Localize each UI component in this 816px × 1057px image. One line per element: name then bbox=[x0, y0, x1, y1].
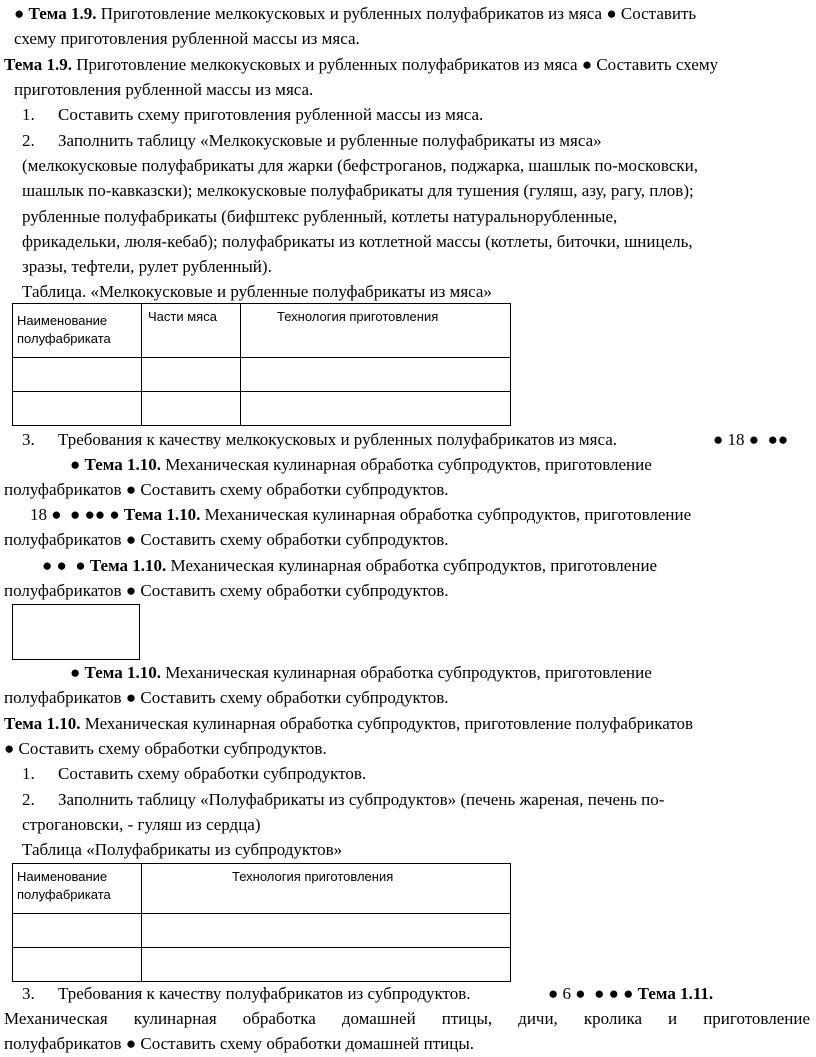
offal-semi-products-table bbox=[12, 863, 511, 982]
page-number: 18 bbox=[30, 505, 47, 524]
list-desc-line: шашлык по-кавказски); мелкокусковые полуфабрикаты для тушения (гуляш, азу, рагу, плов); bbox=[22, 181, 694, 200]
bullet: ● bbox=[84, 505, 95, 524]
topic-1-9-heading-line bbox=[14, 3, 696, 24]
topic-title: Механическая кулинарная обработка субпродуктов, приготовление bbox=[166, 556, 658, 575]
topic-title: Механическая кулинарная обработка субпродуктов, приготовление bbox=[160, 455, 652, 474]
bullet: ● bbox=[713, 430, 724, 449]
topic-1-10-cont bbox=[4, 580, 449, 601]
page-marker bbox=[548, 983, 713, 1004]
list-desc-line: фрикадельки, люля-кебаб); полуфабрикаты из котлетной массы (котлеты, биточки, шницель, bbox=[22, 232, 693, 251]
bullet: ● bbox=[94, 505, 106, 524]
bullet: ● bbox=[109, 505, 120, 524]
topic-task-continuation: приготовления рубленной массы из мяса. bbox=[14, 80, 314, 99]
topic-title: Механическая кулинарная обработка субпродуктов, приготовление полуфабрикатов bbox=[80, 714, 694, 733]
bullet: ● bbox=[125, 480, 137, 499]
table-cell bbox=[142, 914, 511, 948]
bullet: ● bbox=[125, 688, 137, 707]
table-header-cell bbox=[13, 864, 142, 914]
topic-1-10-line bbox=[42, 555, 657, 576]
topic-title: Приготовление мелкокусковых и рубленных полуфабрикатов из мяса bbox=[71, 55, 582, 74]
topic-task: Составить схему обработки субпродуктов. bbox=[14, 739, 327, 758]
header-text: Наименование bbox=[17, 313, 108, 328]
list-desc-line: (мелкокусковые полуфабрикаты для жарки (бефстроганов, поджарка, шашлык по-московски, bbox=[22, 156, 698, 175]
topic-label: Тема 1.9. bbox=[28, 4, 97, 23]
topic-task: Составить схему обработки домашней птицы. bbox=[136, 1034, 475, 1053]
table-header-cell bbox=[13, 304, 142, 358]
topic-task: Составить схему обработки субпродуктов. bbox=[136, 581, 449, 600]
empty-box bbox=[12, 604, 140, 660]
bullet: ● bbox=[4, 739, 15, 758]
topic-1-10-cont bbox=[4, 687, 449, 708]
topic-1-9-full-line bbox=[4, 54, 718, 75]
list-desc-line: зразы, тефтели, рулет рубленный). bbox=[22, 257, 272, 276]
table-header-cell: Части мяса bbox=[142, 304, 241, 358]
bullet: ● bbox=[548, 984, 559, 1003]
list-number: 1. bbox=[22, 105, 35, 124]
table-caption: Таблица «Полуфабрикаты из субпродуктов» bbox=[22, 840, 343, 859]
header-text: полуфабриката bbox=[17, 887, 111, 902]
list-number: 1. bbox=[22, 764, 35, 783]
topic-cont: полуфабрикатов bbox=[4, 581, 126, 600]
topic-1-11-cont bbox=[4, 1033, 474, 1054]
topic-task: Составить схему bbox=[592, 55, 719, 74]
topic-cont: полуфабрикатов bbox=[4, 1034, 126, 1053]
topic-title: Приготовление мелкокусковых и рубленных полуфабрикатов из мяса bbox=[96, 4, 607, 23]
list-number: 3. bbox=[22, 984, 35, 1003]
bullet: ● bbox=[70, 455, 81, 474]
topic-1-10-full-line bbox=[4, 713, 693, 734]
bullet: ● bbox=[51, 505, 62, 524]
topic-cont: полуфабрикатов bbox=[4, 480, 126, 499]
table-cell bbox=[142, 392, 241, 426]
topic-cont: полуфабрикатов bbox=[4, 530, 126, 549]
bullet: ● bbox=[777, 430, 789, 449]
topic-task-continuation: схему приготовления рубленной массы из мяса. bbox=[14, 29, 360, 48]
table-cell bbox=[241, 358, 511, 392]
table-cell bbox=[13, 948, 142, 982]
topic-1-10-line bbox=[70, 454, 652, 475]
topic-title: Механическая кулинарная обработка субпродуктов, приготовление bbox=[200, 505, 692, 524]
list-item: Заполнить таблицу «Полуфабрикаты из субпродуктов» (печень жареная, печень по- bbox=[58, 790, 665, 809]
topic-task: Составить bbox=[616, 4, 697, 23]
bullet: ● bbox=[14, 4, 25, 23]
bullet: ● bbox=[125, 1034, 137, 1053]
list-number: 2. bbox=[22, 790, 35, 809]
topic-1-10-task-line bbox=[4, 738, 327, 759]
bullet: ● bbox=[56, 556, 67, 575]
list-item-cont: строгановски, - гуляш из сердца) bbox=[22, 815, 261, 834]
table-caption: Таблица. «Мелкокусковые и рубленные полуфабрикаты из мяса» bbox=[22, 282, 492, 301]
topic-label: Тема 1.11. bbox=[637, 984, 714, 1003]
list-item: Составить схему приготовления рубленной массы из мяса. bbox=[58, 105, 484, 124]
topic-1-11-line: Механическая кулинарная обработка домашней птицы, дичи, кролика и приготовление bbox=[4, 1009, 810, 1028]
meat-semi-products-table bbox=[12, 303, 511, 426]
bullet: ● bbox=[608, 984, 619, 1003]
table-header-cell: Технология приготовления bbox=[241, 304, 511, 358]
bullet: ● bbox=[581, 55, 593, 74]
bullet: ● bbox=[125, 581, 137, 600]
list-item: Требования к качеству полуфабрикатов из субпродуктов. bbox=[58, 984, 471, 1003]
topic-label: Тема 1.10. bbox=[84, 663, 161, 682]
list-item: Требования к качеству мелкокусковых и рубленных полуфабрикатов из мяса. bbox=[58, 430, 617, 449]
list-number: 3. bbox=[22, 430, 35, 449]
page-number: 18 bbox=[727, 430, 745, 449]
table-cell bbox=[142, 948, 511, 982]
bullet: ● bbox=[125, 530, 137, 549]
table-cell bbox=[142, 358, 241, 392]
bullet: ● bbox=[70, 505, 81, 524]
bullet: ● bbox=[575, 984, 586, 1003]
bullet: ● bbox=[606, 4, 617, 23]
topic-label: Тема 1.10. bbox=[89, 556, 167, 575]
list-desc-line: рубленные полуфабрикаты (бифштекс рубленный, котлеты натуральнорубленные, bbox=[22, 207, 618, 226]
bullet: ● bbox=[748, 430, 760, 449]
table-cell bbox=[13, 914, 142, 948]
bullet: ● bbox=[623, 984, 634, 1003]
topic-label: Тема 1.10. bbox=[123, 505, 201, 524]
bullet: ● bbox=[767, 430, 778, 449]
table-header-cell: Технология приготовления bbox=[142, 864, 511, 914]
topic-task: Составить схему обработки субпродуктов. bbox=[136, 530, 449, 549]
topic-1-10-line bbox=[30, 504, 691, 525]
page-number: 6 bbox=[562, 984, 572, 1003]
list-item: Составить схему обработки субпродуктов. bbox=[58, 764, 367, 783]
topic-label: Тема 1.10. bbox=[84, 455, 161, 474]
bullet: ● bbox=[70, 663, 81, 682]
topic-task: Составить схему обработки субпродуктов. bbox=[136, 688, 449, 707]
topic-1-10-line bbox=[70, 662, 652, 683]
header-text: полуфабриката bbox=[17, 331, 111, 346]
bullet: ● bbox=[594, 984, 605, 1003]
bullet: ● bbox=[75, 556, 86, 575]
topic-1-10-cont bbox=[4, 479, 449, 500]
list-item: Заполнить таблицу «Мелкокусковые и рубленные полуфабрикаты из мяса» bbox=[58, 131, 602, 150]
list-number: 2. bbox=[22, 131, 35, 150]
header-text: Наименование bbox=[17, 869, 108, 884]
table-cell bbox=[13, 392, 142, 426]
table-cell bbox=[13, 358, 142, 392]
topic-label: Тема 1.10. bbox=[4, 714, 81, 733]
topic-cont: полуфабрикатов bbox=[4, 688, 126, 707]
topic-1-10-cont bbox=[4, 529, 449, 550]
topic-label: Тема 1.9. bbox=[4, 55, 72, 74]
table-cell bbox=[241, 392, 511, 426]
topic-title: Механическая кулинарная обработка субпродуктов, приготовление bbox=[160, 663, 652, 682]
page-marker bbox=[713, 429, 788, 450]
bullet: ● bbox=[42, 556, 53, 575]
topic-task: Составить схему обработки субпродуктов. bbox=[136, 480, 449, 499]
